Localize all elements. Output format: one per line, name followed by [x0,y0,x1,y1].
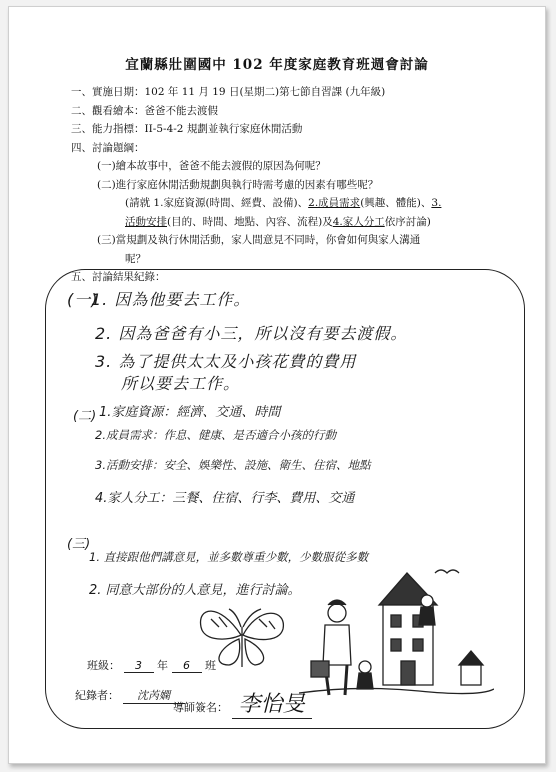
info-indicator: 三、能力指標：II-5-4-2 規劃並執行家庭休閒活動 [71,123,303,135]
question-3: (三)當規劃及執行休閒活動，家人間意見不同時，你會如何與家人溝通 [97,234,421,246]
page-title: 宜蘭縣壯圍國中 102 年度家庭教育班週會討論 [125,57,429,73]
hw-section-2-label: (二) [73,409,97,424]
info-book: 二、觀看繪本：爸爸不能去渡假 [71,104,218,117]
hw-answer-2-2: 2.成員需求：作息、健康、是否適合小孩的行動 [95,428,336,442]
teacher-signature-field: 導師簽名： 李怡旻 [173,687,312,719]
class-field: 班級： 3 年 6 班 [87,659,216,672]
hw-section-1-label: (一) [67,290,99,309]
hw-answer-1-1: 1. 因為他要去工作。 [91,290,251,309]
hw-answer-2-3: 3.活動安排：安全、娛樂性、設施、衛生、住宿、地點 [95,458,371,472]
recorder-name: 沈芮嫻 [123,687,185,704]
document-page [8,6,546,764]
question-2-hint: (請就 1.家庭資源(時間、經費、設備)、2.成員需求(興趣、體能)、3. [125,197,442,209]
hw-answer-3-2: 2. 同意大部份的人意見，進行討論。 [89,583,301,598]
printed-instructions [71,83,441,287]
recorder-field: 紀錄者： 沈芮嫻 [75,687,185,704]
info-date: 一、實施日期：102 年 11 月 19 日(星期二)第七節自習課 (九年級) [71,86,386,98]
hw-answer-2-1: 1.家庭資源：經濟、交通、時間 [99,405,281,420]
teacher-signature: 李怡旻 [232,687,312,719]
hw-answer-1-3-cont: 所以要去工作。 [121,374,241,393]
question-2-hint-cont: 活動安排(目的、時間、地點、內容、流程)及4.家人分工依序討論) [125,215,431,228]
hw-answer-1-2: 2. 因為爸爸有小三，所以沒有要去渡假。 [95,324,408,343]
family-house-illustration [299,565,494,705]
question-2: (二)進行家庭休閒活動規劃與執行時需考慮的因素有哪些呢？ [97,178,379,191]
class-number-value: 6 [172,659,202,673]
question-3-cont: 呢？ [125,252,146,265]
results-label: 五、討論結果紀錄： [71,271,166,283]
hw-answer-3-1: 1. 直接跟他們講意見，並多數尊重少數，少數服從多數 [89,550,369,564]
question-1: (一)繪本故事中，爸爸不能去渡假的原因為何呢？ [97,160,326,172]
info-outline: 四、討論題綱： [71,141,145,154]
hw-section-3-label: (三) [67,537,91,552]
grade-value: 3 [124,659,154,673]
hw-answer-2-4: 4.家人分工：三餐、住宿、行李、費用、交通 [95,491,355,506]
hw-answer-1-3: 3. 為了提供太太及小孩花費的費用 [95,352,357,371]
